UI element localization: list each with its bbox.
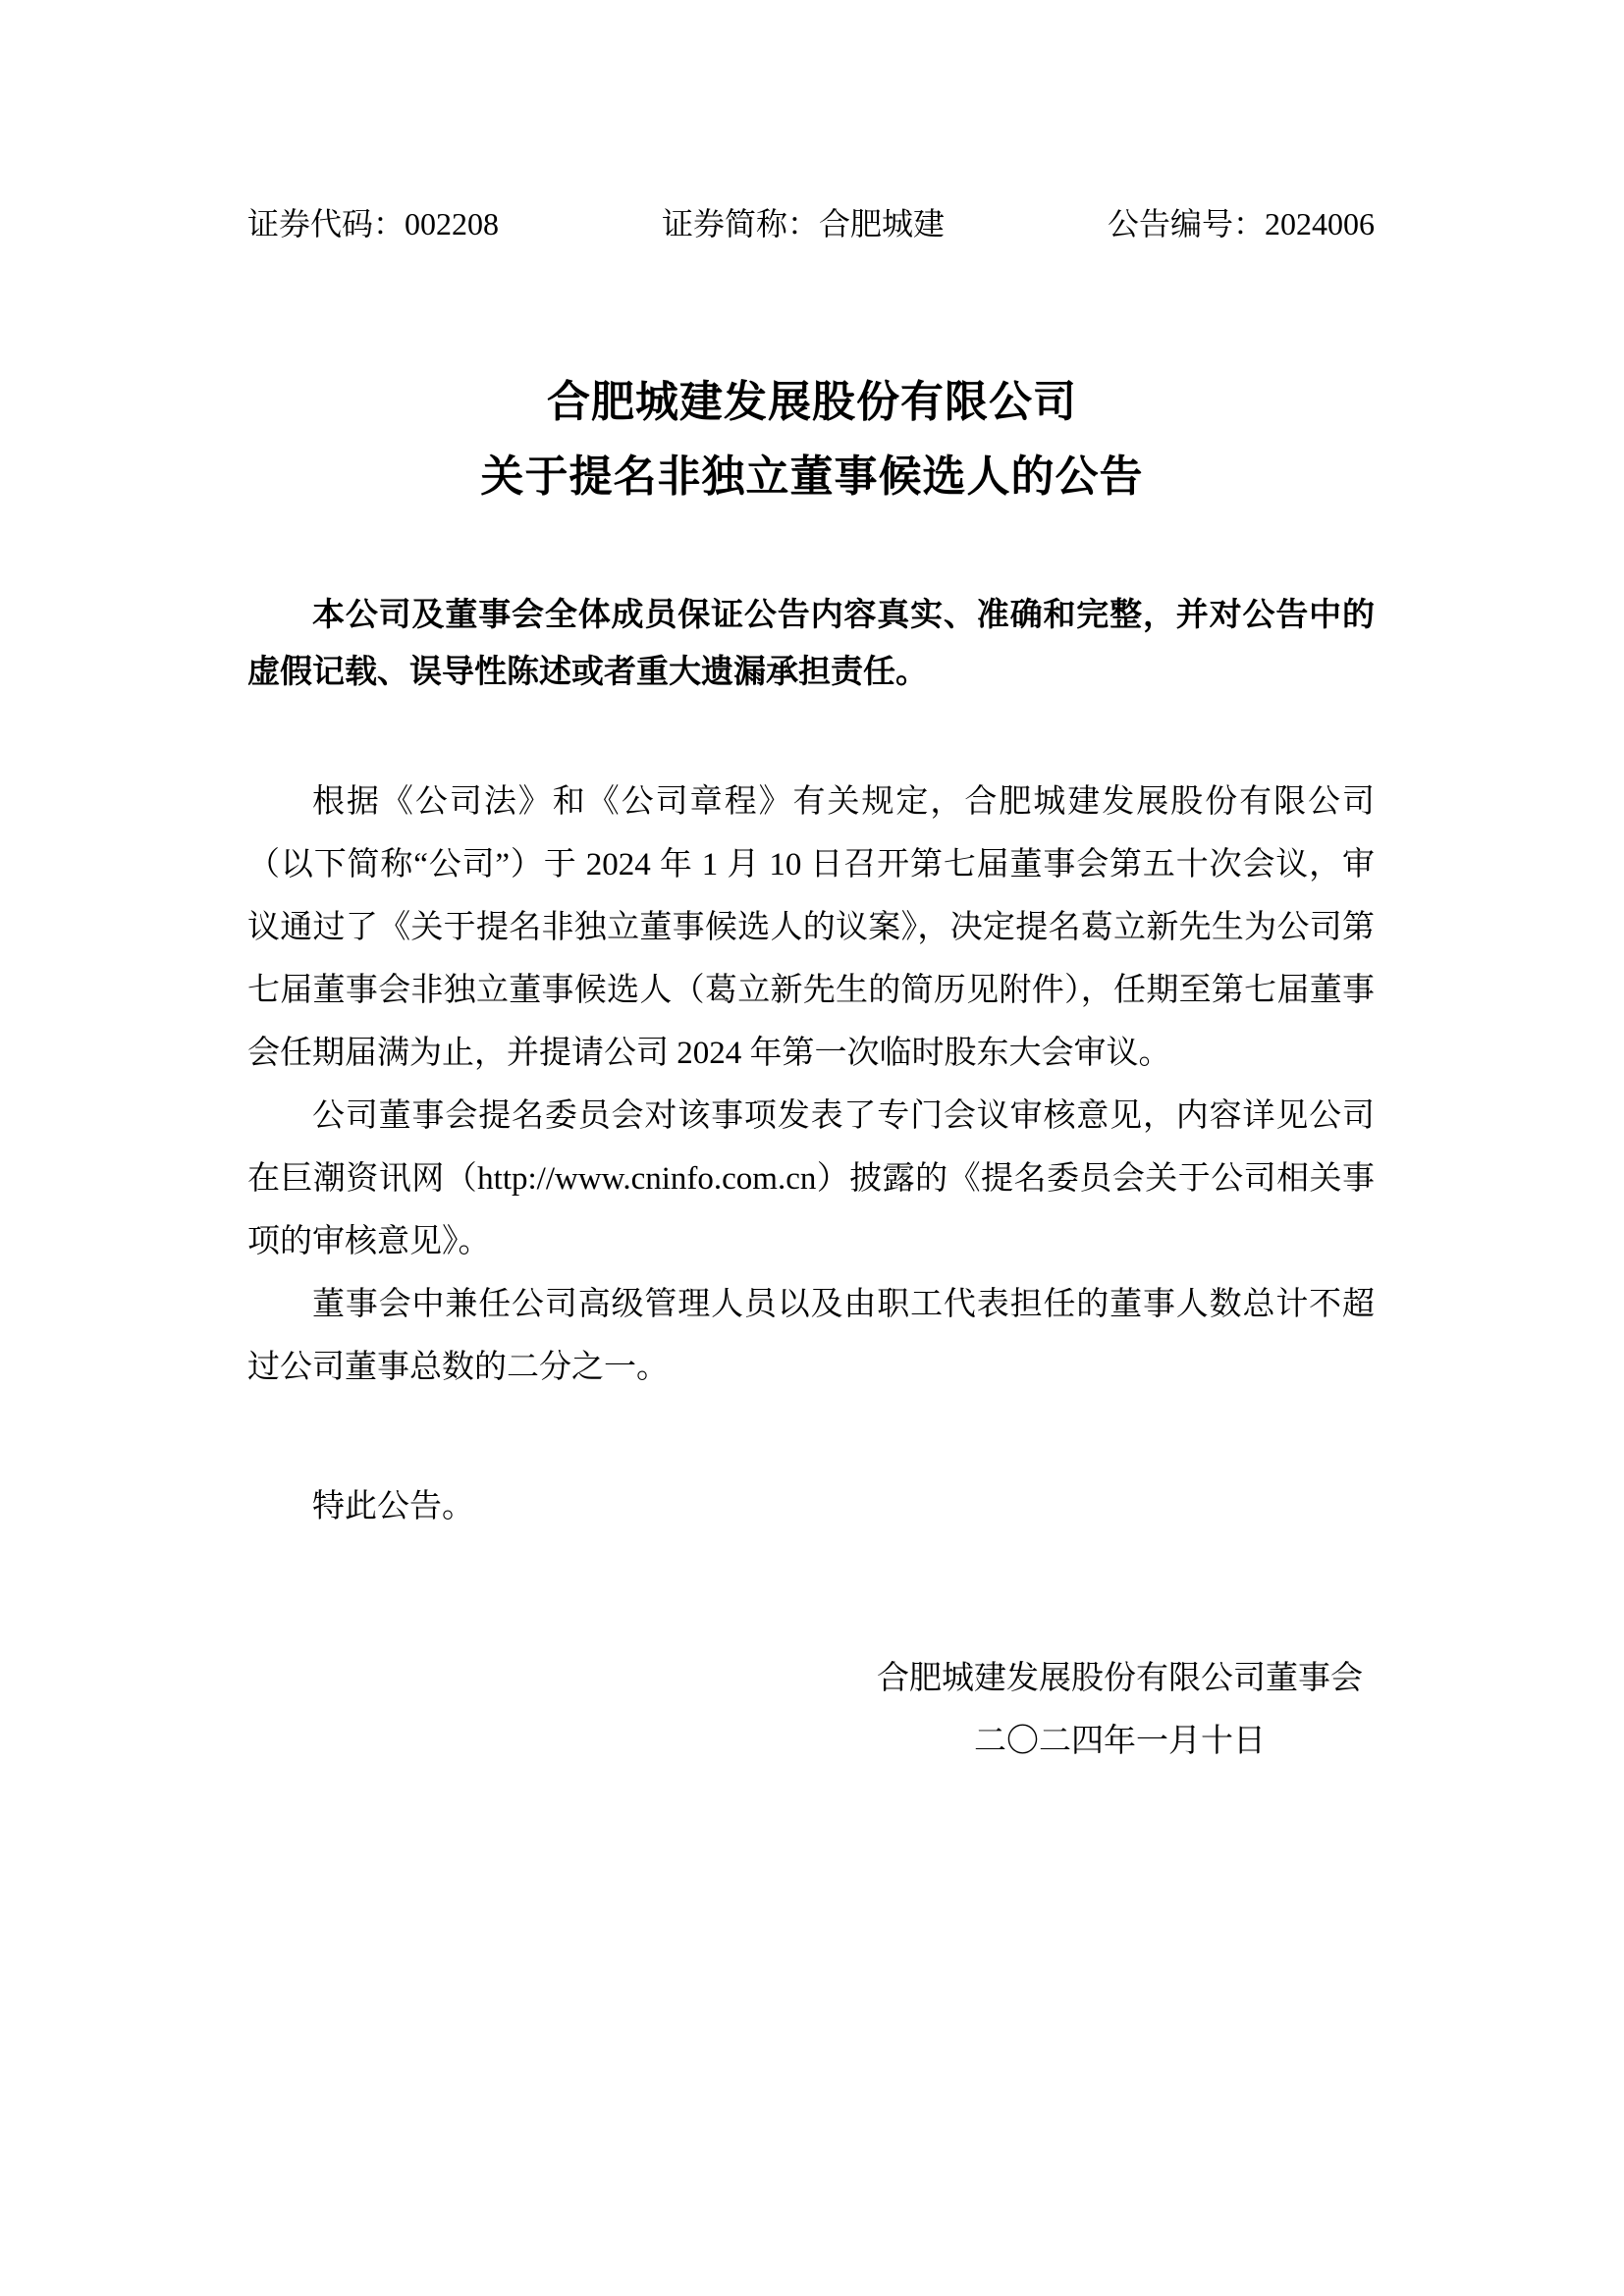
paragraph-director-ratio: 董事会中兼任公司高级管理人员以及由职工代表担任的董事人数总计不超过公司董事总数的二分之一。 (247, 1287, 1375, 1385)
paragraph-board-resolution: 根据《公司法》和《公司章程》有关规定，合肥城建发展股份有限公司（以下简称“公司”）于 2024 年 1 月 10 日召开第七届董事会第五十次会议，审议通过了《关于提名非独立董事候选人的议案》，决定提名葛立新先生为公司第七届董事会非独立董事候选人（葛立新先生的简历见附件），任期至第七届董事会任期届满为止，并提请公司 2024 年第一次临时股东大会审议。 (247, 784, 1375, 1071)
stock-abbr: 证券简称：合肥城建 (661, 206, 945, 241)
signature-block (877, 1647, 1363, 1773)
document-title (0, 365, 1624, 514)
title-line-subject: 关于提名非独立董事候选人的公告 (480, 453, 1144, 501)
document-header (247, 204, 1375, 243)
document-body (247, 771, 1375, 1399)
closing-line: 特此公告。 (312, 1489, 474, 1524)
signature-date: 二〇二四年一月十日 (974, 1724, 1266, 1759)
announcement-number: 公告编号：2024006 (1107, 206, 1375, 241)
signature-company: 合肥城建发展股份有限公司董事会 (877, 1661, 1363, 1696)
paragraph-nomination-committee: 公司董事会提名委员会对该事项发表了专门会议审核意见，内容详见公司在巨潮资讯网（http://www.cninfo.com.cn）披露的《提名委员会关于公司相关事项的审核意见》。 (247, 1098, 1375, 1259)
disclaimer-statement: 本公司及董事会全体成员保证公告内容真实、准确和完整，并对公告中的虚假记载、误导性陈述或者重大遗漏承担责任。 (247, 596, 1375, 689)
stock-code: 证券代码：002208 (247, 206, 500, 241)
title-line-company: 合肥城建发展股份有限公司 (547, 378, 1077, 426)
